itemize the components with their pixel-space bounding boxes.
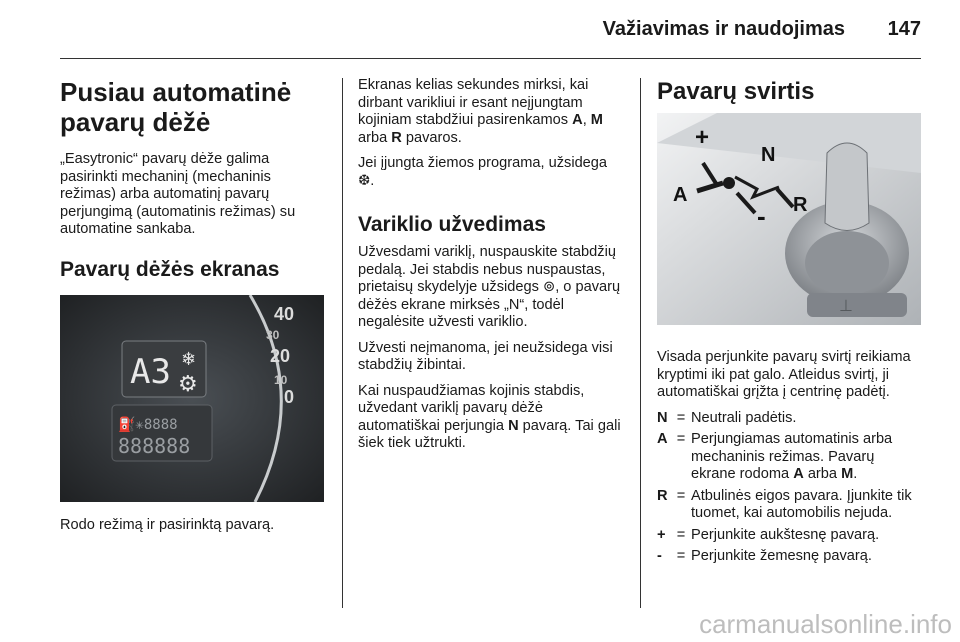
paragraph-brake: Užvesdami variklį, nuspauskite stabdžių pedalą. Jei stabdis nebus nuspaustas, prietaisų skydelyje užsidegs ⊚, o pavarų dėžės ekrane mirksės „N“, todėl negalėsite užvesti variklio. bbox=[358, 244, 621, 330]
right-column bbox=[657, 77, 921, 107]
header-rule bbox=[60, 58, 921, 59]
label-minus: - bbox=[757, 201, 766, 231]
figure-caption-wrap bbox=[60, 517, 328, 543]
label-reverse: R bbox=[793, 194, 808, 216]
brake-warning-icon: ⊚ bbox=[542, 279, 556, 295]
definition-row: - = Perjunkite žemesnę pavarą. bbox=[657, 548, 872, 564]
lever-instruction: Visada perjunkite pavarų svirtį reikiama kryptimi iki pat galo. Atleidus svirtį, ji automatiškai grįžta į centrinę padėtį. bbox=[657, 349, 911, 400]
winter-program-icon: ❆ bbox=[358, 172, 371, 189]
paragraph-brake-lights: Užvesti neįmanoma, jei neužsidega visi stabdžių žibintai. bbox=[358, 339, 613, 373]
definition-row: A = Perjungiamas automatinis arba mechaninis režimas. Pavarų ekrane rodoma A arba M. bbox=[657, 431, 893, 482]
figure-caption: Rodo režimą ir pasirinktą pavarą. bbox=[60, 517, 275, 533]
page-number: 147 bbox=[887, 18, 921, 40]
heading-semi-automatic: Pusiau automatinė pavarų dėžė bbox=[60, 77, 292, 137]
heading-engine-start: Variklio užvedimas bbox=[358, 213, 546, 236]
transmission-display-figure bbox=[60, 295, 324, 502]
page-header bbox=[60, 18, 921, 44]
gauge-tick: 40 bbox=[274, 304, 295, 324]
section-title: Važiavimas ir naudojimas bbox=[602, 18, 845, 40]
column-divider-2 bbox=[640, 78, 641, 608]
label-automatic: A bbox=[673, 184, 688, 206]
definition-row: + = Perjunkite aukštesnę pavarą. bbox=[657, 526, 880, 543]
display-illustration bbox=[60, 295, 324, 502]
gear-lever-figure bbox=[657, 113, 921, 325]
watermark: carmanualsonline.info bbox=[699, 609, 952, 639]
gear-cog-icon: ⚙ bbox=[178, 371, 198, 396]
gauge-tick: 0 bbox=[284, 387, 295, 407]
position-definitions bbox=[657, 410, 921, 566]
column-divider-1 bbox=[342, 78, 343, 608]
paragraph-neutral: Kai nuspaudžiamas kojinis stabdis, užvedant variklį pavarų dėžė automatiškai perjungia N pavarą. Tai gali šiek tiek užtrukti. bbox=[358, 382, 621, 451]
gear-lever-illustration bbox=[657, 113, 921, 325]
label-neutral: N bbox=[761, 144, 776, 166]
middle-column bbox=[358, 77, 624, 461]
label-plus: + bbox=[695, 124, 710, 151]
left-column bbox=[60, 77, 328, 283]
paragraph-winter: Jei įjungta žiemos programa, užsidega ❆. bbox=[358, 155, 608, 189]
gauge-tick: 30 bbox=[266, 328, 280, 342]
right-column-text bbox=[657, 349, 921, 570]
definition-row: N = Neutrali padėtis. bbox=[657, 409, 797, 426]
gauge-tick: 10 bbox=[274, 373, 288, 387]
lcd-segments: 888888 bbox=[118, 434, 191, 458]
definition-row: R = Atbulinės eigos pavara. Įjunkite tik tuomet, kai automobilis nejuda. bbox=[657, 487, 912, 521]
lcd-status-icons: ⛽✳8888 bbox=[118, 417, 178, 433]
paragraph-flashing: Ekranas kelias sekundes mirksi, kai dirbant varikliui ir esant neįjungtam kojiniam stabdžiui pasirenkamos A, M arba R pavaros. bbox=[358, 77, 603, 146]
gauge-tick: 20 bbox=[270, 346, 291, 366]
knob-button-icon: ⊥ bbox=[839, 298, 853, 315]
lever-knob bbox=[825, 143, 869, 231]
heading-gear-lever: Pavarų svirtis bbox=[657, 78, 815, 105]
lever-center-dot bbox=[723, 177, 735, 189]
snowflake-icon: ❄ bbox=[181, 349, 197, 369]
gear-indicator: A3 bbox=[130, 352, 171, 392]
heading-display: Pavarų dėžės ekranas bbox=[60, 257, 280, 281]
intro-paragraph: „Easytronic“ pavarų dėže galima pasirinkti mechaninį (mechaninis režimas) arba automatinį pavarų perjungimą (automatinis režimas) su automatine sankaba. bbox=[60, 151, 296, 237]
